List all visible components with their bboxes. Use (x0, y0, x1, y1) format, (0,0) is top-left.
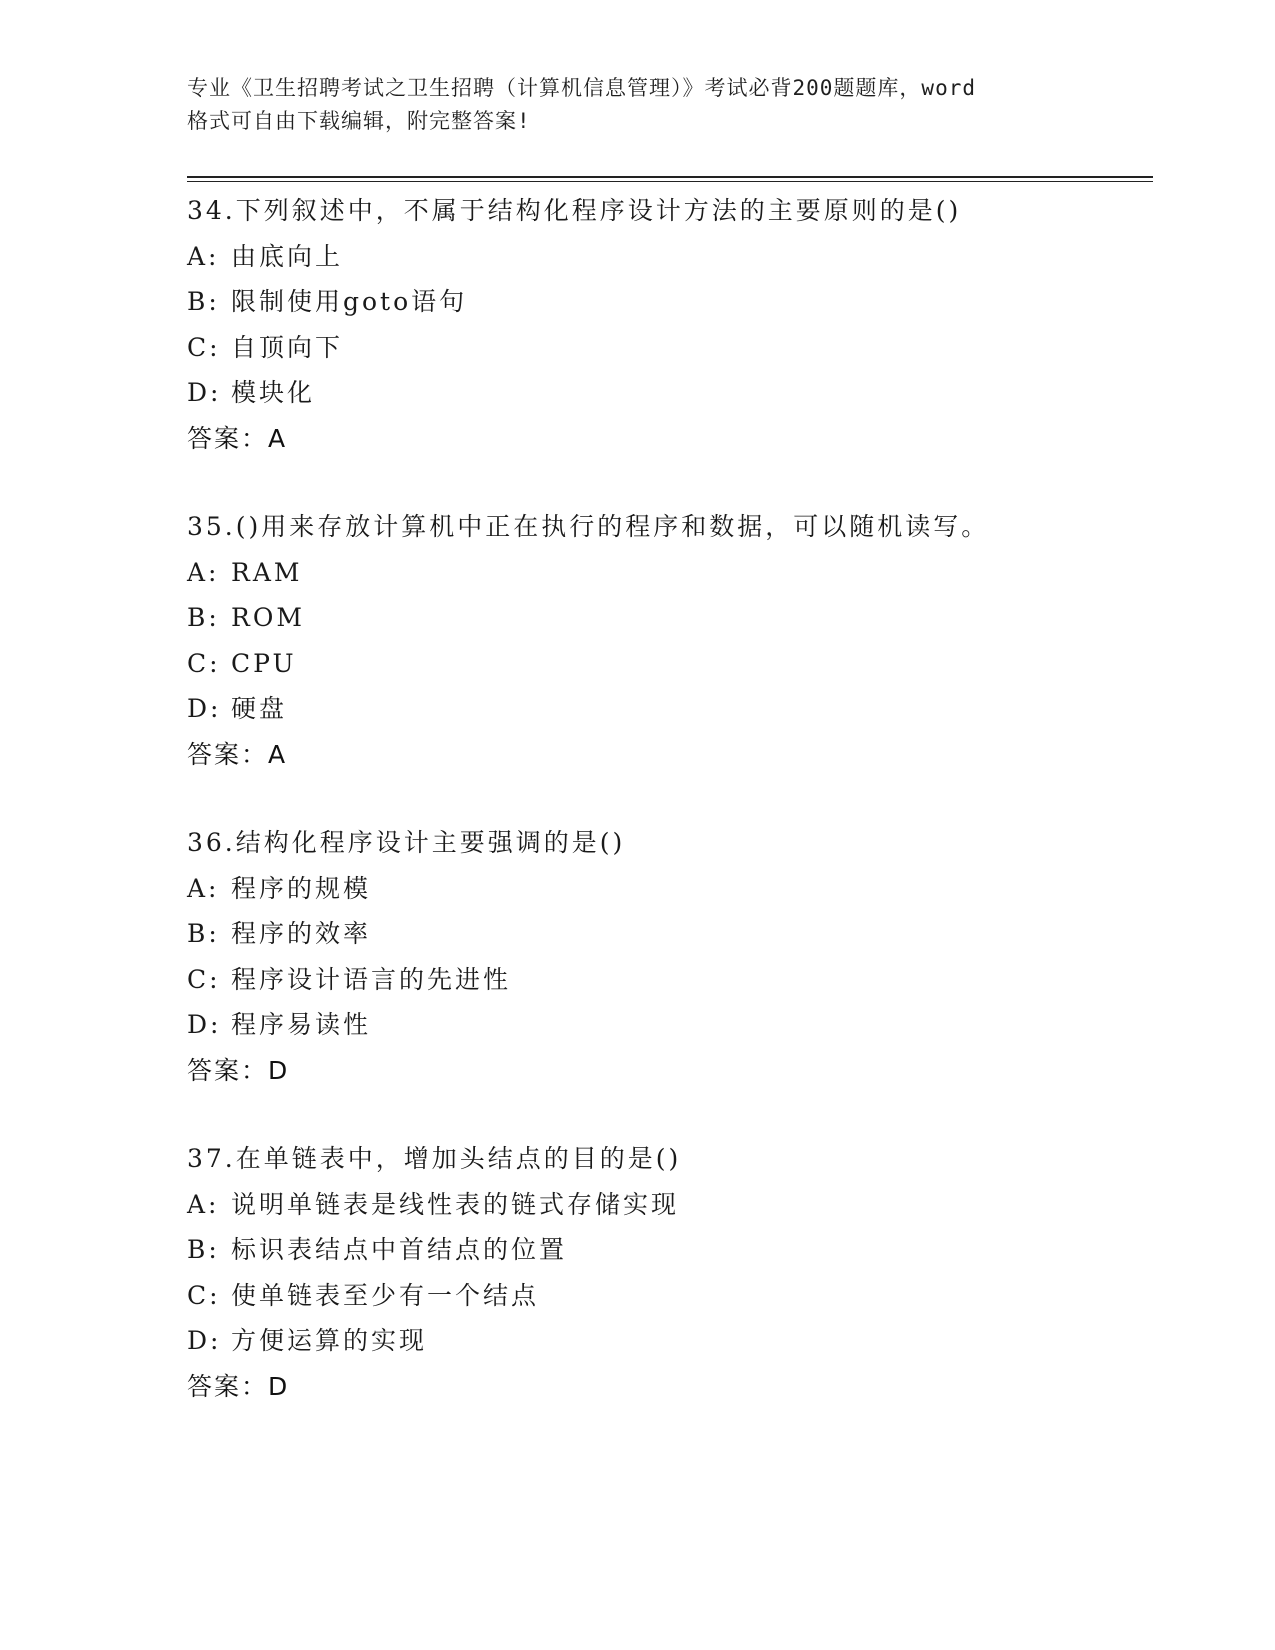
option-d (187, 1318, 1147, 1364)
option-letter: A: (187, 1189, 220, 1219)
question-36 (187, 820, 1147, 1093)
option-c (187, 641, 1147, 687)
answer-line: 答案：A (187, 739, 288, 769)
question-35 (187, 504, 1147, 777)
option-letter: B: (187, 603, 220, 632)
option-text: 使单链表至少有一个结点 (231, 1280, 540, 1310)
option-text: 程序设计语言的先进性 (231, 964, 512, 994)
option-text: 模块化 (231, 378, 316, 407)
option-c (187, 325, 1147, 371)
option-letter: D: (187, 1010, 222, 1039)
question-34 (187, 188, 1147, 461)
option-letter: D: (187, 1326, 222, 1355)
option-b (187, 595, 1147, 641)
option-letter: D: (187, 378, 222, 407)
question-stem: 35.()用来存放计算机中正在执行的程序和数据，可以随机读写。 (187, 512, 990, 541)
option-b (187, 1227, 1147, 1273)
option-text: 程序易读性 (231, 1010, 372, 1039)
option-text: 由底向上 (231, 241, 344, 271)
option-letter: C: (187, 964, 221, 994)
option-text: CPU (231, 648, 297, 678)
option-letter: C: (187, 332, 221, 362)
option-letter: A: (187, 557, 220, 587)
option-a (187, 866, 1147, 912)
option-letter: B: (187, 919, 220, 948)
option-letter: B: (187, 1235, 220, 1264)
document-header (187, 72, 1087, 138)
option-letter: C: (187, 1280, 221, 1310)
option-a (187, 550, 1147, 596)
option-c (187, 957, 1147, 1003)
option-letter: B: (187, 287, 220, 316)
header-divider-thin (187, 181, 1153, 182)
option-text: ROM (231, 603, 305, 632)
option-text: 程序的效率 (231, 919, 372, 948)
option-letter: C: (187, 648, 221, 678)
option-d (187, 686, 1147, 732)
option-text: 方便运算的实现 (231, 1326, 428, 1355)
question-list (187, 188, 1147, 1452)
option-letter: A: (187, 873, 220, 903)
option-letter: D: (187, 694, 222, 723)
header-line-2: 格式可自由下载编辑，附完整答案! (187, 109, 531, 133)
option-a (187, 234, 1147, 280)
option-text: 说明单链表是线性表的链式存储实现 (231, 1189, 680, 1219)
option-text: 自顶向下 (231, 332, 344, 362)
option-a (187, 1182, 1147, 1228)
answer-line: 答案：D (187, 1371, 290, 1401)
option-text: 限制使用goto语句 (231, 287, 468, 316)
option-c (187, 1273, 1147, 1319)
option-text: 标识表结点中首结点的位置 (231, 1235, 568, 1264)
option-text: 硬盘 (231, 694, 288, 723)
question-stem: 37.在单链表中，增加头结点的目的是() (187, 1144, 682, 1173)
answer-line: 答案：A (187, 423, 288, 453)
option-text: 程序的规模 (231, 873, 372, 903)
answer-line: 答案：D (187, 1055, 290, 1085)
header-divider-thick (187, 176, 1153, 178)
option-d (187, 370, 1147, 416)
question-stem: 34.下列叙述中，不属于结构化程序设计方法的主要原则的是() (187, 196, 962, 225)
question-37 (187, 1136, 1147, 1409)
question-stem: 36.结构化程序设计主要强调的是() (187, 828, 626, 857)
option-b (187, 279, 1147, 325)
option-b (187, 911, 1147, 957)
option-letter: A: (187, 241, 220, 271)
header-line-1: 专业《卫生招聘考试之卫生招聘（计算机信息管理）》考试必背200题题库，word (187, 76, 976, 100)
option-d (187, 1002, 1147, 1048)
option-text: RAM (231, 557, 303, 587)
